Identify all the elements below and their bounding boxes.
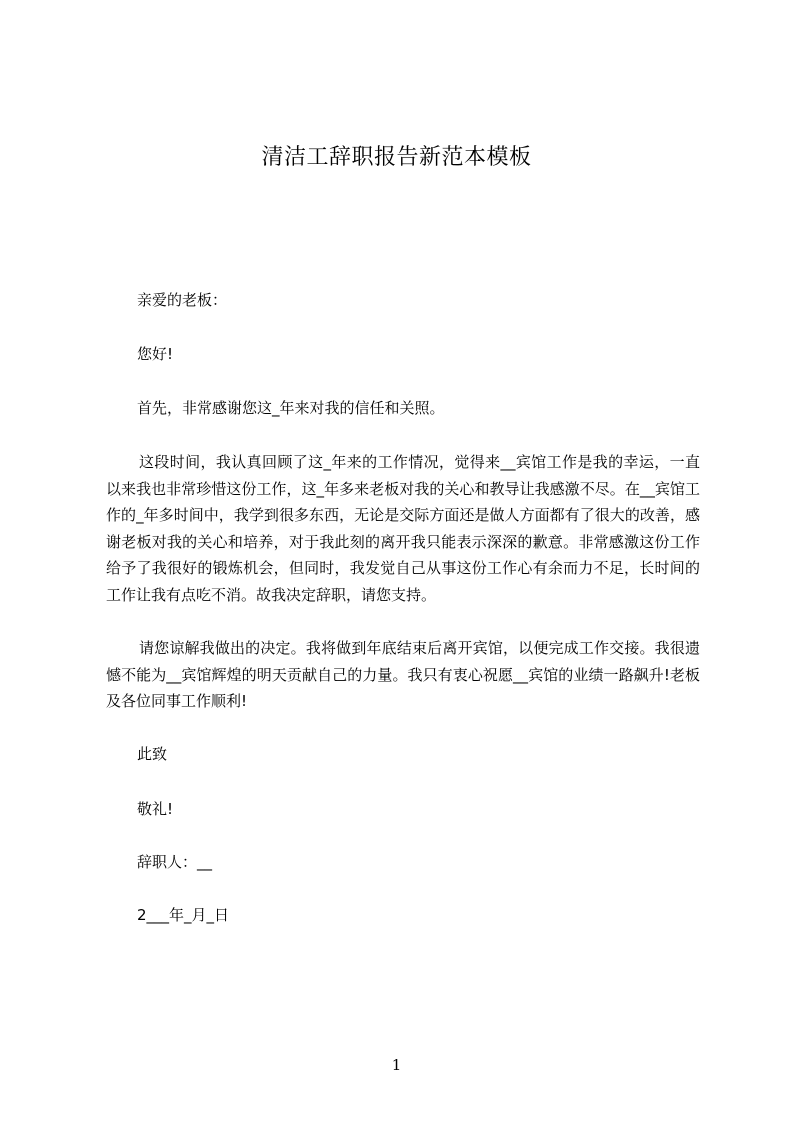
paragraph-apology: 请您谅解我做出的决定。我将做到年底结束后离开宾馆，以便完成工作交接。我很遗憾不能为__宾馆辉煌的明天贡献自己的力量。我只有衷心祝愿__宾馆的业绩一路飙升!老板及各位同事工作顺利! [106,639,700,711]
paragraph-reflection: 这段时间，我认真回顾了这_年来的工作情况，觉得来__宾馆工作是我的幸运，一直以来我也非常珍惜这份工作，这_年多来老板对我的关心和教导让我感激不尽。在__宾馆工作的_年多时间中，我学到很多东西，无论是交际方面还是做人方面都有了很大的改善，感谢老板对我的关心和培养，对于我此刻的离开我只能表示深深的歉意。非常感激这份工作给予了我很好的锻炼机会，但同时，我发觉自己从事这份工作心有余而力不足，长时间的工作让我有点吃不消。故我决定辞职，请您支持。 [106,453,700,604]
date: 2___年_月_日 [137,906,230,924]
page-number: 1 [391,1056,402,1074]
paragraph-thanks: 首先，非常感谢您这_年来对我的信任和关照。 [137,399,445,417]
closing: 此致 [137,745,168,763]
regards: 敬礼! [137,800,174,818]
salutation: 亲爱的老板： [137,291,228,309]
document-title: 清洁工辞职报告新范本模板 [261,145,532,170]
signature: 辞职人：__ [137,853,213,871]
greeting: 您好! [137,345,174,363]
